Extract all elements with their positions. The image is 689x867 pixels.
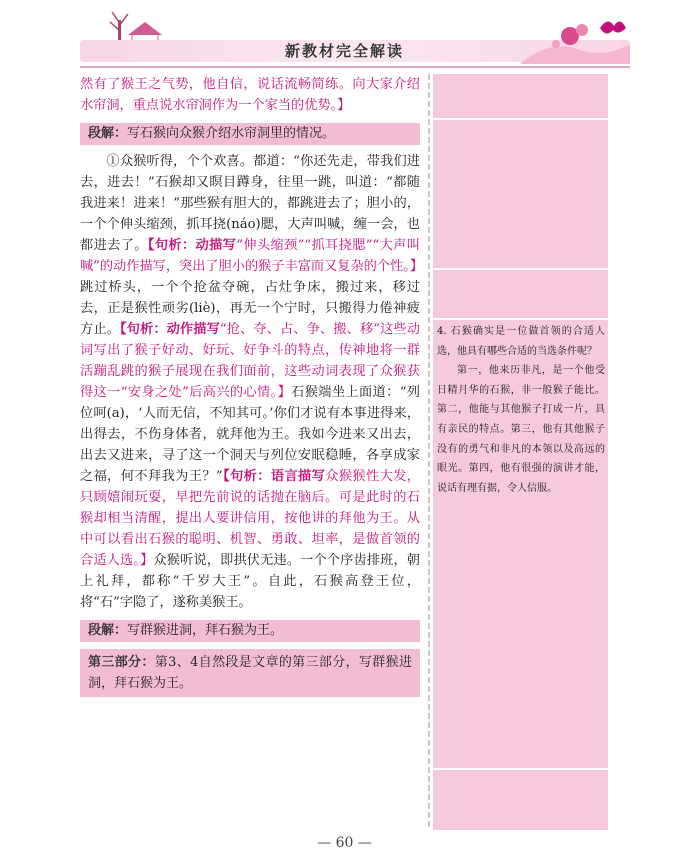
part-three-summary <box>80 649 420 697</box>
section-explanation-1 <box>80 123 420 145</box>
comment-text: 众猴猴性大发，只顾嬉闹玩耍，早把先前说的话抛在脑后。可是此时的石猴却相当清醒，提出人要讲信用，按他讲的拜他为王。从中可以看出石猴的聪明、机智、勇敢、坦率，是做首领的合适人选。】 <box>80 469 420 568</box>
page-title: 新教材完全解读 <box>284 42 404 60</box>
top-comment: 然有了猴王之气势，他自信，说话流畅简练。向大家介绍水帘洞，重点说水帘洞作为一个家当的优势。】 <box>80 77 420 113</box>
body-text: ①众猴听得，个个欢喜。都道：“你还先走，带我们进去，进去！”石猴却又瞑目蹲身，往里一跳，叫道：“都随我进来！进来！”那些猴有胆大的，都跳进去了；胆小的，一个个伸头缩颈，抓耳挠(náo)腮，大声叫喊，缠一会，也都进去了。 <box>80 154 420 253</box>
section-label: 第三部分： <box>88 655 155 670</box>
comment-label: 【句析：动描写 <box>147 238 237 253</box>
body-text: 众猴听说，即拱伏无违。一个个序齿排班，朝上礼拜，都称“千岁大王”。自此，石猴高登王位，将“石”字隐了，遂称美猴王。 <box>80 553 420 610</box>
sidebar-question: 4. 石猴确实是一位做首领的合适人选，他具有哪些合适的当选条件呢？ <box>437 326 605 357</box>
comment-label: 【句析：动作描写 <box>119 322 220 337</box>
section-text: 写石猴向众猴介绍水帘洞里的情况。 <box>127 126 336 141</box>
sidebar-row-line <box>433 318 608 320</box>
column-divider <box>428 74 430 830</box>
comment-label: 【句析：语言描写 <box>222 469 326 484</box>
section-explanation-2 <box>80 620 420 642</box>
section-label: 段解： <box>88 126 128 141</box>
comment-text: “抢、夺、占、争、搬、移”这些动词写出了猴子好动、好玩、好争斗的特点，传神地将一群活蹦乱跳的猴子展现在我们面前，这些动词表现了众猴获得这一“安身之处”后高兴的心情。】 <box>80 322 421 400</box>
sidebar-row-line <box>433 268 608 270</box>
sidebar-row-line <box>433 768 608 770</box>
sidebar-row-line <box>433 118 608 120</box>
section-text: 写群猴进洞，拜石猴为王。 <box>127 623 284 638</box>
body-paragraph <box>80 151 424 613</box>
header-rule <box>80 66 630 68</box>
section-text: 第3、4自然段是文章的第三部分，写群猴进洞，拜石猴为王。 <box>88 655 412 691</box>
body-text: 石猴端坐上面道：“列位呵(a)，‘人而无信，不知其可。’你们才说有本事进得来，出得去，不伤身体者，就拜他为王。我如今进来又出去，出去又进来，寻了这一个洞天与列位安眠稳睡，各享成家之福，何不拜我为王？” <box>80 385 420 484</box>
section-label: 段解： <box>88 623 128 638</box>
page-number: — 60 — <box>317 835 372 851</box>
sidebar-qa <box>437 322 605 498</box>
comment-text: “伸头缩颈”“抓耳挠腮”“大声叫喊”的动作描写，突出了胆小的猴子丰富而又复杂的个性。】 <box>80 238 424 274</box>
flower-butterfly-decoration-icon <box>520 14 630 64</box>
main-text-column <box>80 74 424 703</box>
page-header <box>0 0 689 78</box>
sidebar-answer: 第一，他来历非凡，是一个他受日精月华的石猴，非一般猴子能比。第二，他能与其他猴子打成一片，具有亲民的特点。第三，他有其他猴子没有的勇气和非凡的本领以及高远的眼光。第四，他有很强的演讲才能，说话有理有据，令人信服。 <box>437 365 605 494</box>
body-text: 跳过桥头，一个个抢盆夺碗，占灶争床，搬过来，移过去，正是猴性顽劣(liè)，再无一个宁时，只搬得力倦神疲方止。 <box>80 280 420 337</box>
